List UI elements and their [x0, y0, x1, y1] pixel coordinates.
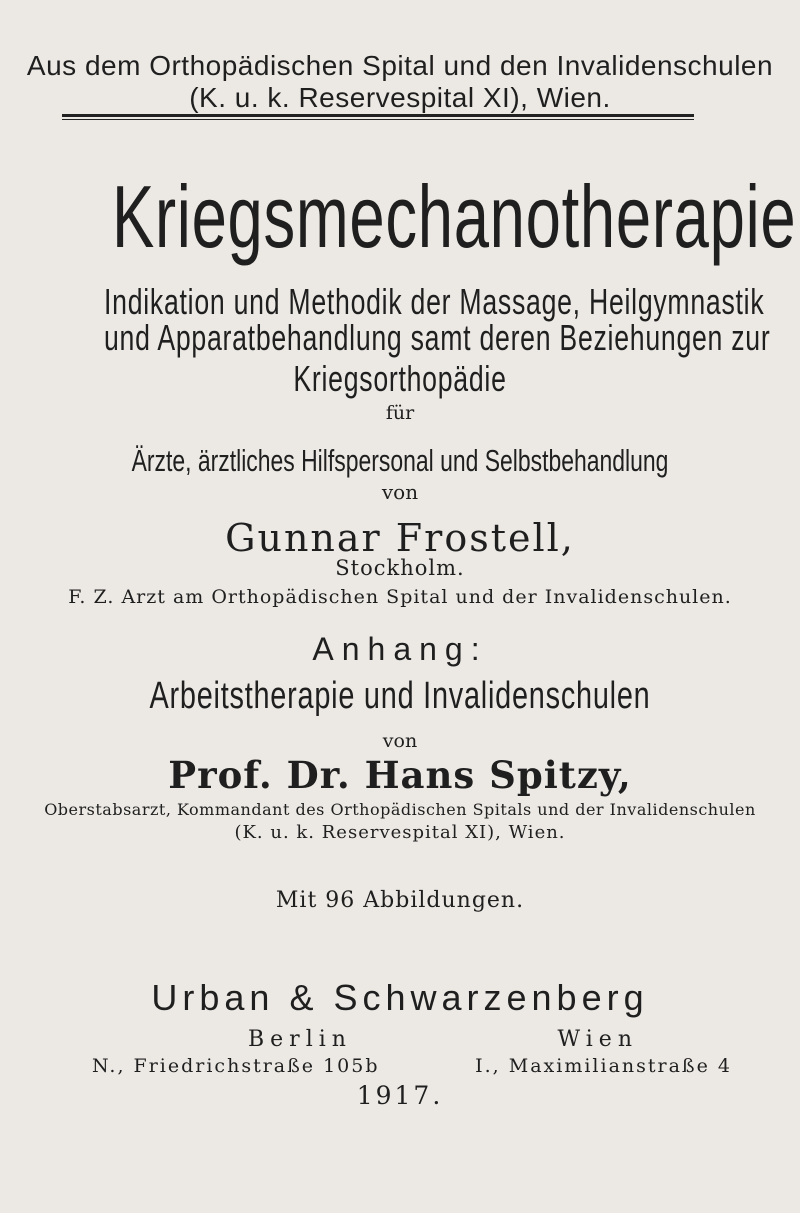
appendix-title: Arbeitstherapie und Invalidenschulen — [149, 675, 651, 717]
illustrations-note: Mit 96 Abbildungen. — [275, 888, 525, 913]
author1-city: Stockholm. — [335, 556, 465, 580]
header-line-1: Aus dem Orthopädischen Spital und den Invalidenschulen — [26, 50, 774, 81]
author1-role: F. Z. Arzt am Orthopädischen Spital und der Invalidenschulen. — [68, 586, 732, 608]
subtitle-line-2: und Apparatbehandlung samt deren Beziehungen zur — [104, 317, 771, 358]
appendix-label: Anhang: — [312, 631, 488, 667]
appendix-von: von — [382, 730, 418, 752]
subtitle-line-1: Indikation und Methodik der Massage, Heilgymnastik — [104, 281, 765, 322]
appendix-role-line-1: Oberstabsarzt, Kommandant des Orthopädischen Spitals und der Invalidenschulen — [44, 800, 756, 819]
appendix-role-line-2: (K. u. k. Reservespital XI), Wien. — [234, 822, 566, 843]
fuer-label: für — [385, 402, 415, 424]
publisher-city-left: Berlin — [248, 1027, 352, 1052]
publisher-addresses — [92, 1055, 732, 1077]
header-rule-thin — [62, 119, 694, 120]
author1-von: von — [381, 480, 419, 504]
publisher-city-right: Wien — [557, 1027, 638, 1052]
header-rule-thick — [62, 114, 694, 117]
audience-line: Ärzte, ärztliches Hilfspersonal und Selbstbehandlung — [131, 443, 669, 478]
author1-name: Gunnar Frostell, — [225, 516, 575, 560]
publisher-cities — [248, 1027, 638, 1052]
appendix-author: Prof. Dr. Hans Spitzy, — [168, 753, 632, 797]
publication-year: 1917. — [356, 1081, 444, 1110]
book-title: Kriegsmechanotherapie — [112, 167, 797, 266]
publisher-address-right: I., Maximilianstraße 4 — [475, 1055, 732, 1077]
header-line-2: (K. u. k. Reservespital XI), Wien. — [189, 82, 611, 113]
publisher-address-left: N., Friedrichstraße 105b — [92, 1055, 380, 1077]
subtitle-line-3: Kriegsorthopädie — [293, 358, 507, 399]
publisher-name: Urban & Schwarzenberg — [151, 977, 649, 1018]
